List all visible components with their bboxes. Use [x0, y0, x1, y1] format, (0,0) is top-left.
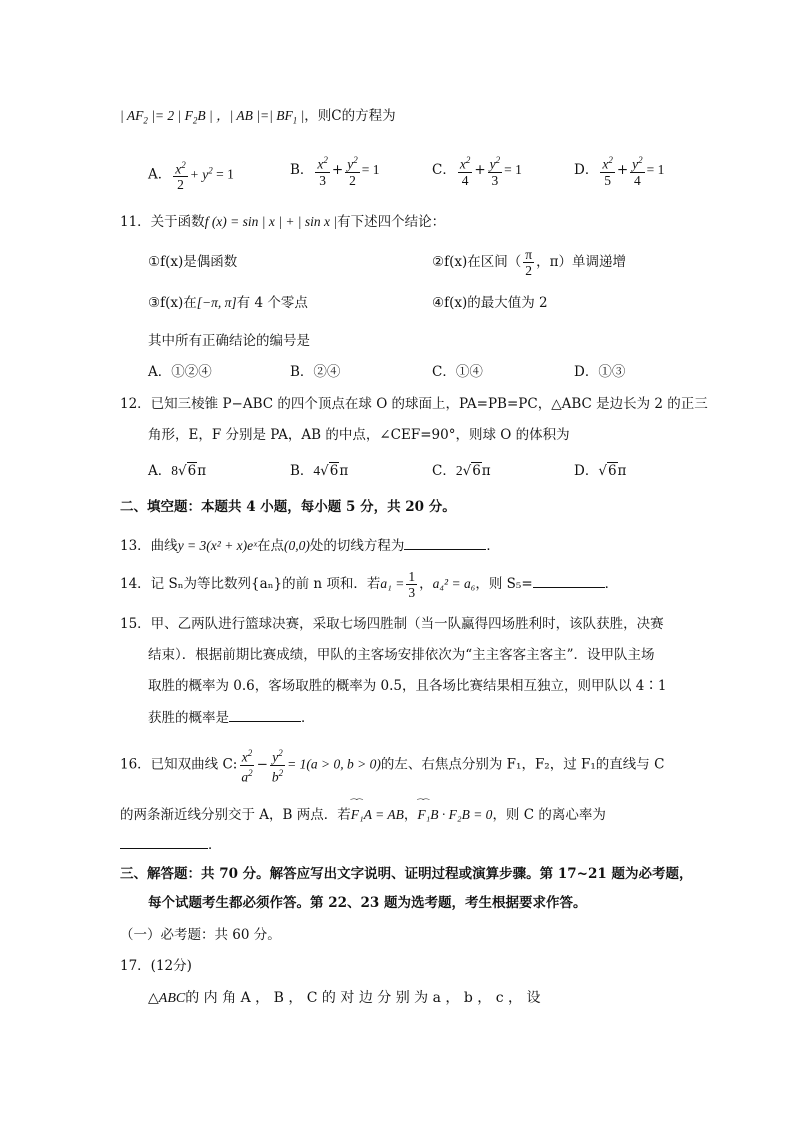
q15-line-1: 15．甲、乙两队进行篮球决赛，采取七场四胜制（当一队赢得四场胜利时，该队获胜，决赛 — [120, 616, 664, 632]
q16-answer-line: ． — [120, 834, 222, 855]
q11-option-a: A．①②④ — [148, 364, 212, 380]
q16-line-1: 16．已知双曲线 C: $\frac{x^2}{a^2}$ − $\frac{y^2}{b^2}$ = 1(a > 0, b > 0)的左、右焦点分别为 F₁，F₂，过 F₁的直线与 C — [120, 748, 665, 784]
q10-option-a: A． $\frac{x^2}{2}$ + $y^2 = 1$ — [148, 159, 234, 193]
q11-statement-4: ④f(x)的最大值为 2 — [432, 295, 548, 311]
q15-answer-blank[interactable] — [229, 707, 301, 722]
section-3-heading-line-2: 每个试题考生都必须作答。第 22、23 题为选考题，考生根据要求作答。 — [148, 895, 587, 911]
q11-options — [148, 362, 688, 382]
section-3-heading-line-1: 三、解答题：共 70 分。解答应写出文字说明、证明过程或演算步骤。第 17~21 题为必考题， — [120, 866, 693, 882]
condition-math: | $AF_2$ |= 2 | $F_2B$ | ，| AB |=| $BF_1$ | — [120, 108, 305, 126]
q17-body: △ABC的 内 角 A ， B ， C 的 对 边 分 别 为 a ， b ， c ， 设 — [148, 990, 541, 1006]
q11-ask: 其中所有正确结论的编号是 — [148, 333, 310, 349]
q14-answer-blank[interactable] — [533, 573, 605, 588]
q11-option-c: C．①④ — [432, 364, 483, 380]
q12-line-2: 角形，E，F 分别是 PA，AB 的中点，∠CEF=90°，则球 O 的体积为 — [148, 427, 570, 443]
q12-option-d: D．√6π — [574, 463, 627, 479]
q12-option-a: A．8√6π — [148, 463, 207, 479]
q10-option-d: D． $\frac{x^2}{5}$ + $\frac{y^2}{4}$ = 1 — [574, 155, 665, 188]
q17-heading: 17．(12分) — [120, 958, 192, 974]
q13: 13．曲线y = 3(x² + x)eˣ在点(0,0)处的切线方程为 ． — [120, 535, 500, 556]
q10-condition-line — [120, 106, 396, 131]
q14: 14．记 Sₙ为等比数列{aₙ}的前 n 项和．若a₁ = $\frac{1}{3}$ ，a₄² = a₆，则 S₅= ． — [120, 569, 619, 600]
q12-options — [148, 461, 708, 481]
q16-line-2: 的两条渐近线分别交于 A，B 两点．若⁀⁀ F₁A = AB，⁀⁀ F₁B · F₂B = 0，则 C 的离心率为 — [120, 805, 606, 825]
q10-option-b: B． $\frac{x^2}{3}$ + $\frac{y^2}{2}$ = 1 — [290, 155, 380, 188]
q11-statement-3: ③f(x)在[−π, π]有 4 个零点 — [148, 295, 308, 311]
q10-option-c: C． $\frac{x^2}{4}$ + $\frac{y^2}{3}$ = 1 — [432, 155, 522, 188]
q15-line-3: 取胜的概率为 0.6，客场取胜的概率为 0.5，且各场比赛结果相互独立，则甲队以 4∶1 — [148, 678, 667, 694]
q12-option-b: B．4√6π — [290, 463, 349, 479]
q11-option-d: D．①③ — [574, 364, 626, 380]
condition-text: ，则C的方程为 — [304, 108, 396, 124]
q12-option-c: C．2√6π — [432, 463, 491, 479]
q11-statement-2: ②f(x)在区间（ $\frac{\pi}{2}$ ，π）单调递增 — [432, 247, 626, 278]
q11-statement-1: ①f(x)是偶函数 — [148, 254, 238, 270]
q16-answer-blank[interactable] — [120, 834, 208, 849]
q15-line-4: 获胜的概率是 ． — [148, 707, 315, 728]
subsection-required: （一）必考题：共 60 分。 — [120, 927, 281, 943]
section-2-heading: 二、填空题：本题共 4 小题，每小题 5 分，共 20 分。 — [120, 499, 456, 515]
q15-line-2: 结束）．根据前期比赛成绩，甲队的主客场安排依次为“主主客客主客主”．设甲队主场 — [148, 647, 655, 663]
q11-option-b: B．②④ — [290, 364, 341, 380]
q13-answer-blank[interactable] — [404, 535, 486, 550]
q12-line-1: 12．已知三棱锥 P−ABC 的四个顶点在球 O 的球面上，PA=PB=PC，△ABC 是边长为 2 的正三 — [120, 396, 708, 412]
q11-stem: 11．关于函数f (x) = sin | x | + | sin x |有下述四个结论： — [120, 214, 446, 230]
